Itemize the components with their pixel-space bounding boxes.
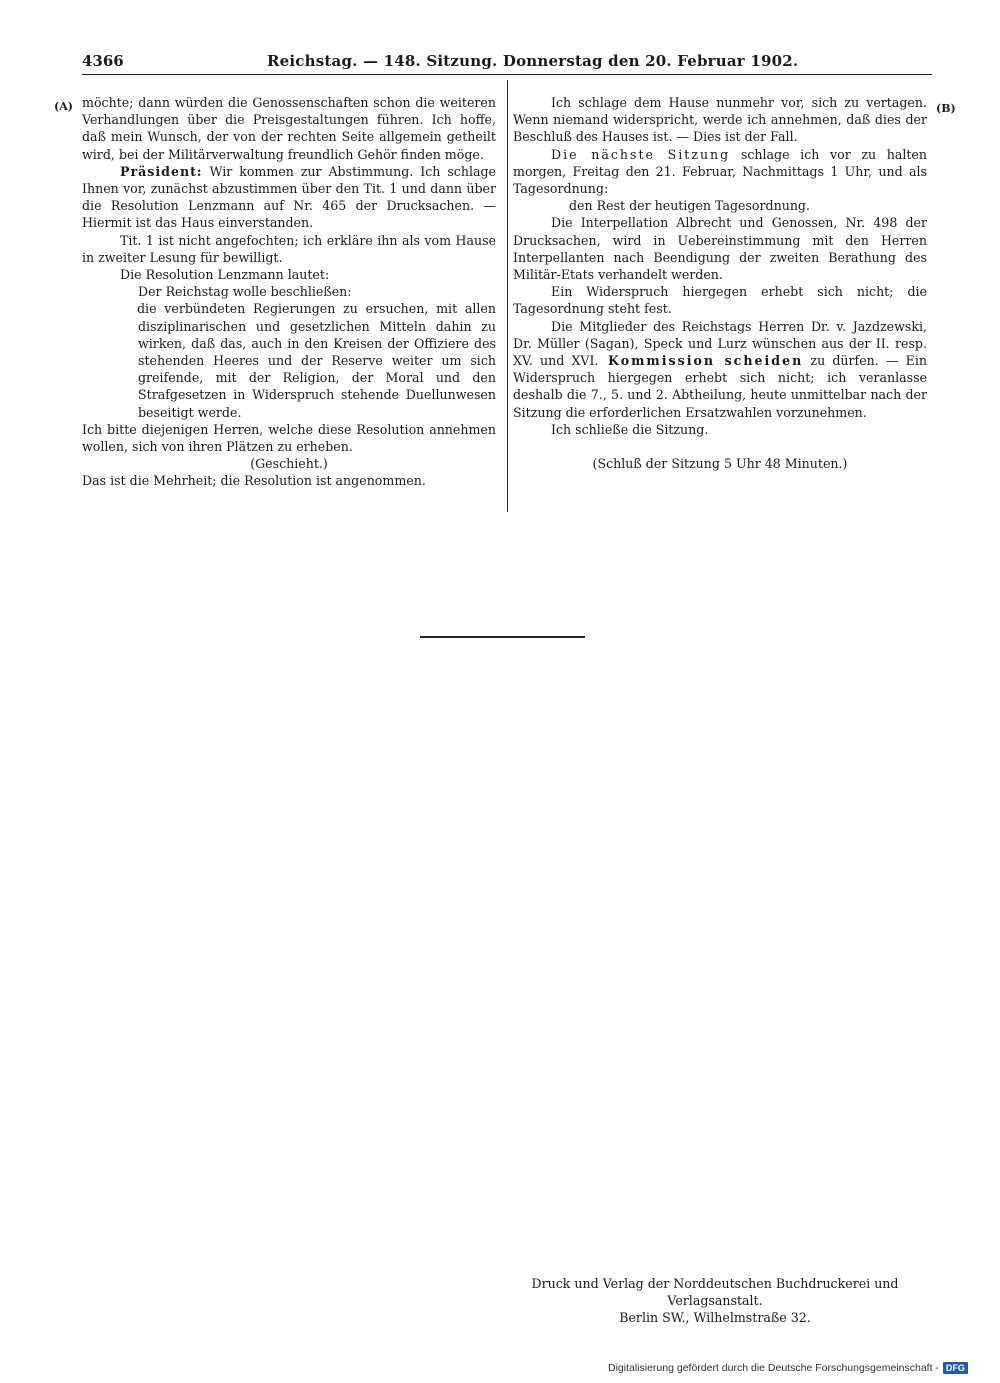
spaced-phrase: Kommission scheiden xyxy=(598,353,804,369)
paragraph: Ein Widerspruch hiergegen erhebt sich nicht; die Tagesordnung steht fest. xyxy=(513,284,927,317)
spaced-phrase: Die nächste Sitzung xyxy=(551,146,731,162)
paragraph: Tit. 1 ist nicht angefochten; ich erkläre ihn als vom Hause in zweiter Lesung für bewilligt. xyxy=(82,232,496,265)
right-column xyxy=(513,94,927,472)
resolution-text: die verbündeten Regierungen zu ersuchen, mit allen disziplinarischen und gesetzlichen Mitteln dahin zu wirken, daß das, auch in den Kreisen der Offiziere des stehenden Heeres und der Reserve weiter um sich greifende, mit der Religion, der Moral und den Strafgesetzen in Widerspruch stehende Duellunwesen beseitigt werde. xyxy=(137,301,496,420)
paragraph: Ich bitte diejenigen Herren, welche diese Resolution annehmen wollen, sich von ihren Plätzen zu erheben. xyxy=(82,421,496,455)
speaker-text: Wir kommen zur Abstimmung. Ich schlage Ihnen vor, zunächst abzustimmen über den Tit. 1 und dann über die Resolution Lenzmann auf Nr. 465 der Drucksachen. — Hiermit ist das Haus einverstanden. xyxy=(82,163,496,231)
page-number: 4366 xyxy=(82,52,124,70)
imprint-line: Druck und Verlag der Norddeutschen Buchdruckerei und Verlagsanstalt. xyxy=(531,1276,899,1308)
page-header xyxy=(82,52,932,76)
paragraph: Ich schlage dem Hause nunmehr vor, sich zu vertagen. Wenn niemand widerspricht, werde ich annehmen, daß dies der Beschluß des Hauses ist. — Dies ist der Fall. xyxy=(513,95,927,145)
paragraph-text: schlage ich vor zu halten morgen, Freitag den 21. Februar, Nachmittags 1 Uhr, und als Tagesordnung: xyxy=(513,146,927,197)
paragraph-text: Die Mitglieder des Reichstags Herren Dr. v. Jazdzewski, Dr. Müller (Sagan), Speck und Lurz wünschen aus der II. resp. XV. und XVI. xyxy=(513,318,927,369)
paragraph xyxy=(82,163,496,232)
imprint xyxy=(490,1275,940,1326)
paragraph: Die Interpellation Albrecht und Genossen, Nr. 498 der Drucksachen, wird in Uebereinstimmung mit den Herren Interpellanten nach Beendigung der zweiten Berathung des Militär-Etats verhandelt werden. xyxy=(513,215,927,283)
paragraph xyxy=(513,318,927,421)
paragraph: Das ist die Mehrheit; die Resolution ist angenommen. xyxy=(82,473,426,489)
paragraph: Ich schließe die Sitzung. xyxy=(551,421,709,437)
paragraph: möchte; dann würden die Genossenschaften schon die weiteren Verhandlungen über die Preisgestaltungen führen. Ich hoffe, daß mein Wunsch, der von der rechten Seite allgemein getheilt wird, bei der Militärverwaltung freundlich Gehör finden möge. xyxy=(82,95,496,162)
speaker-label: Präsident: xyxy=(120,163,203,179)
stage-direction: (Geschieht.) xyxy=(250,456,328,472)
paragraph-text: zu dürfen. — Ein Widerspruch hiergegen erhebt sich nicht; ich veranlasse deshalb die 7., 5. und 2. Abtheilung, heute unmittelbar nach der Sitzung die erforderlichen Ersatzwahlen vorzunehmen. xyxy=(513,353,927,420)
column-separator xyxy=(507,80,508,512)
session-close: (Schluß der Sitzung 5 Uhr 48 Minuten.) xyxy=(592,456,848,472)
digitization-footer xyxy=(608,1362,992,1378)
section-divider xyxy=(420,636,585,638)
paragraph xyxy=(513,146,927,198)
margin-mark-a: (A) xyxy=(54,100,73,113)
paragraph: Die Resolution Lenzmann lautet: xyxy=(120,267,330,283)
running-title: Reichstag. — 148. Sitzung. Donnerstag den 20. Februar 1902. xyxy=(267,52,799,70)
margin-mark-b: (B) xyxy=(936,102,956,115)
footer-text: Digitalisierung gefördert durch die Deutsche Forschungsgemeinschaft - xyxy=(608,1362,939,1374)
left-column xyxy=(82,94,496,490)
agenda-item: den Rest der heutigen Tagesordnung. xyxy=(569,198,810,214)
resolution-intro: Der Reichstag wolle beschließen: xyxy=(138,284,352,300)
header-rule xyxy=(82,74,932,75)
dfg-logo: DFG xyxy=(943,1362,968,1374)
imprint-line: Berlin SW., Wilhelmstraße 32. xyxy=(619,1310,811,1325)
